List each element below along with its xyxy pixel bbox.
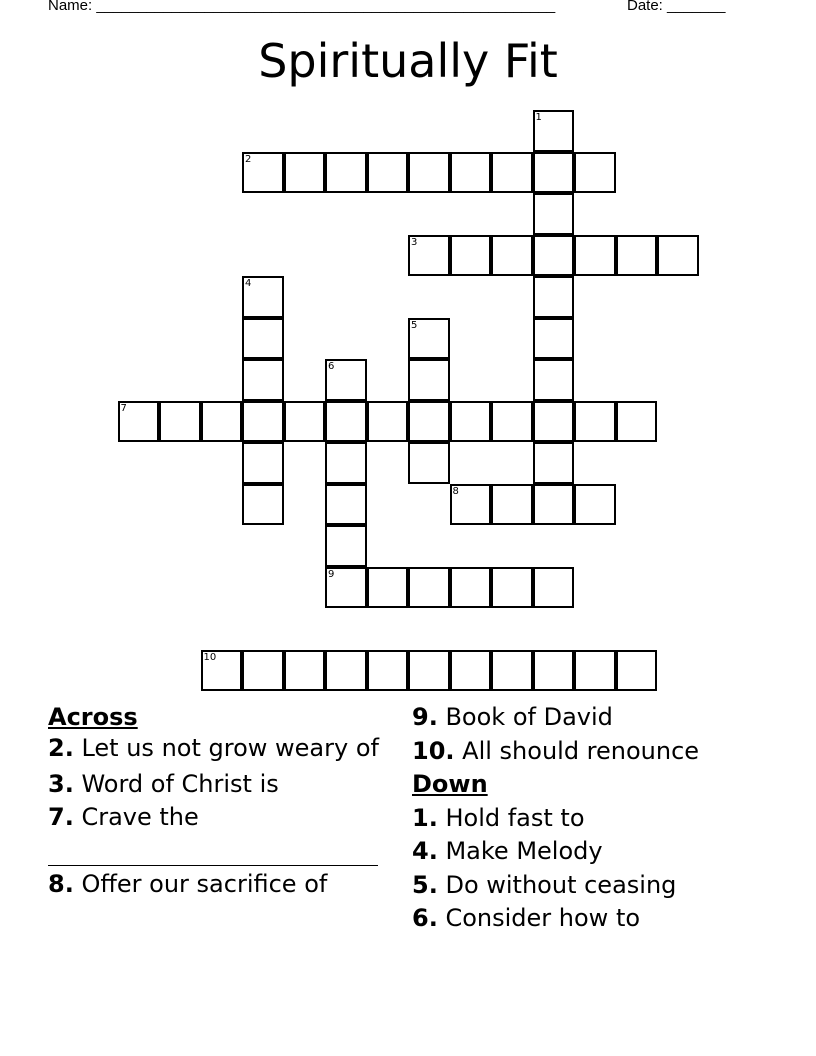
grid-cell[interactable] <box>450 152 492 194</box>
grid-cell[interactable] <box>284 401 326 443</box>
grid-cell[interactable] <box>284 650 326 692</box>
grid-cell[interactable] <box>574 650 616 692</box>
cell-number: 7 <box>120 402 127 414</box>
grid-cell[interactable] <box>408 401 450 443</box>
grid-cell[interactable] <box>533 650 575 692</box>
clue-text: Make Melody <box>445 837 603 865</box>
grid-cell[interactable] <box>408 650 450 692</box>
grid-cell[interactable] <box>533 193 575 235</box>
grid-cell[interactable] <box>657 235 699 277</box>
grid-cell[interactable] <box>616 235 658 277</box>
grid-cell[interactable] <box>408 442 450 484</box>
grid-cell[interactable] <box>408 152 450 194</box>
clues-right-column <box>412 701 812 936</box>
name-field[interactable]: Name: _______________________________________________________ <box>48 0 556 14</box>
clue-number: 3. <box>48 769 74 798</box>
grid-cell[interactable] <box>450 650 492 692</box>
grid-cell[interactable] <box>533 110 575 152</box>
clue-text: Word of Christ is <box>81 769 279 798</box>
grid-cell[interactable] <box>533 276 575 318</box>
grid-cell[interactable] <box>159 401 201 443</box>
grid-cell[interactable] <box>491 235 533 277</box>
across-heading: Across <box>48 703 138 731</box>
clue-text: Hold fast to <box>445 803 585 832</box>
grid-cell[interactable] <box>325 152 367 194</box>
grid-cell[interactable] <box>450 484 492 526</box>
puzzle-title: Spiritually Fit <box>258 34 558 88</box>
grid-cell[interactable] <box>242 442 284 484</box>
date-field[interactable]: Date: _______ <box>627 0 726 14</box>
grid-cell[interactable] <box>325 525 367 567</box>
grid-cell[interactable] <box>574 401 616 443</box>
down-clue-1 <box>412 802 812 836</box>
clue-number: 10. <box>412 736 455 765</box>
down-heading: Down <box>412 770 488 798</box>
grid-cell[interactable] <box>533 442 575 484</box>
grid-cell[interactable] <box>242 276 284 318</box>
grid-cell[interactable] <box>325 401 367 443</box>
grid-cell[interactable] <box>242 359 284 401</box>
grid-cell[interactable] <box>367 401 409 443</box>
clue-number: 7. <box>48 803 74 831</box>
grid-cell[interactable] <box>242 484 284 526</box>
grid-cell[interactable] <box>284 152 326 194</box>
cell-number: 3 <box>411 236 418 248</box>
clue-text: Book of David <box>445 703 613 731</box>
grid-cell[interactable] <box>574 235 616 277</box>
across-clue-8 <box>48 868 388 902</box>
grid-cell[interactable] <box>408 318 450 360</box>
clue-number: 4. <box>412 837 438 865</box>
across-clue-10 <box>412 735 812 769</box>
across-clue-7 <box>48 801 388 866</box>
grid-cell[interactable] <box>533 235 575 277</box>
grid-cell[interactable] <box>491 484 533 526</box>
clue-number: 1. <box>412 803 438 832</box>
cell-number: 10 <box>203 651 217 663</box>
grid-cell[interactable] <box>533 318 575 360</box>
grid-cell[interactable] <box>201 401 243 443</box>
across-clue-2 <box>48 735 388 768</box>
across-clue-3 <box>48 768 388 802</box>
grid-cell[interactable] <box>242 650 284 692</box>
grid-cell[interactable] <box>533 401 575 443</box>
grid-cell[interactable] <box>325 442 367 484</box>
grid-cell[interactable] <box>491 567 533 609</box>
grid-cell[interactable] <box>491 650 533 692</box>
down-clue-5 <box>412 869 812 903</box>
grid-cell[interactable] <box>533 567 575 609</box>
grid-cell[interactable] <box>242 152 284 194</box>
clue-text: Crave the <box>81 803 199 831</box>
clue-number: 5. <box>412 870 438 899</box>
grid-cell[interactable] <box>325 484 367 526</box>
grid-cell[interactable] <box>408 235 450 277</box>
grid-cell[interactable] <box>450 235 492 277</box>
clue-text: All should renounce <box>462 736 700 765</box>
grid-cell[interactable] <box>450 401 492 443</box>
clue-number: 2. <box>48 733 74 762</box>
answer-blank-line <box>48 835 378 866</box>
clue-text: Let us not grow weary of <box>81 733 379 762</box>
grid-cell[interactable] <box>450 567 492 609</box>
clue-number: 6. <box>412 904 438 932</box>
grid-cell[interactable] <box>367 152 409 194</box>
grid-cell[interactable] <box>574 152 616 194</box>
clues-left-column <box>48 701 388 901</box>
cell-number: 1 <box>535 112 542 123</box>
cell-number: 9 <box>328 568 335 580</box>
grid-cell[interactable] <box>118 401 160 443</box>
clue-text: Consider how to <box>445 904 641 932</box>
grid-cell[interactable] <box>325 650 367 692</box>
grid-cell[interactable] <box>616 401 658 443</box>
grid-cell[interactable] <box>491 401 533 443</box>
grid-cell[interactable] <box>491 152 533 194</box>
grid-cell[interactable] <box>408 567 450 609</box>
grid-cell[interactable] <box>201 650 243 692</box>
clue-number: 9. <box>412 703 438 731</box>
grid-cell[interactable] <box>408 359 450 401</box>
down-clue-6 <box>412 902 812 936</box>
cell-number: 6 <box>328 361 335 372</box>
grid-cell[interactable] <box>533 359 575 401</box>
grid-cell[interactable] <box>616 650 658 692</box>
clue-text: Offer our sacrifice of <box>81 869 328 898</box>
cell-number: 4 <box>245 278 252 289</box>
cell-number: 2 <box>245 153 252 165</box>
grid-cell[interactable] <box>367 650 409 692</box>
grid-cell[interactable] <box>325 359 367 401</box>
grid-cell[interactable] <box>325 567 367 609</box>
grid-cell[interactable] <box>242 318 284 360</box>
grid-cell[interactable] <box>242 401 284 443</box>
down-clue-4 <box>412 835 812 869</box>
grid-cell[interactable] <box>533 484 575 526</box>
cell-number: 5 <box>411 319 418 331</box>
clue-text: Do without ceasing <box>445 870 677 899</box>
grid-cell[interactable] <box>574 484 616 526</box>
clue-number: 8. <box>48 869 74 898</box>
grid-cell[interactable] <box>367 567 409 609</box>
grid-cell[interactable] <box>533 152 575 194</box>
across-clue-9 <box>412 701 812 735</box>
cell-number: 8 <box>452 485 459 497</box>
